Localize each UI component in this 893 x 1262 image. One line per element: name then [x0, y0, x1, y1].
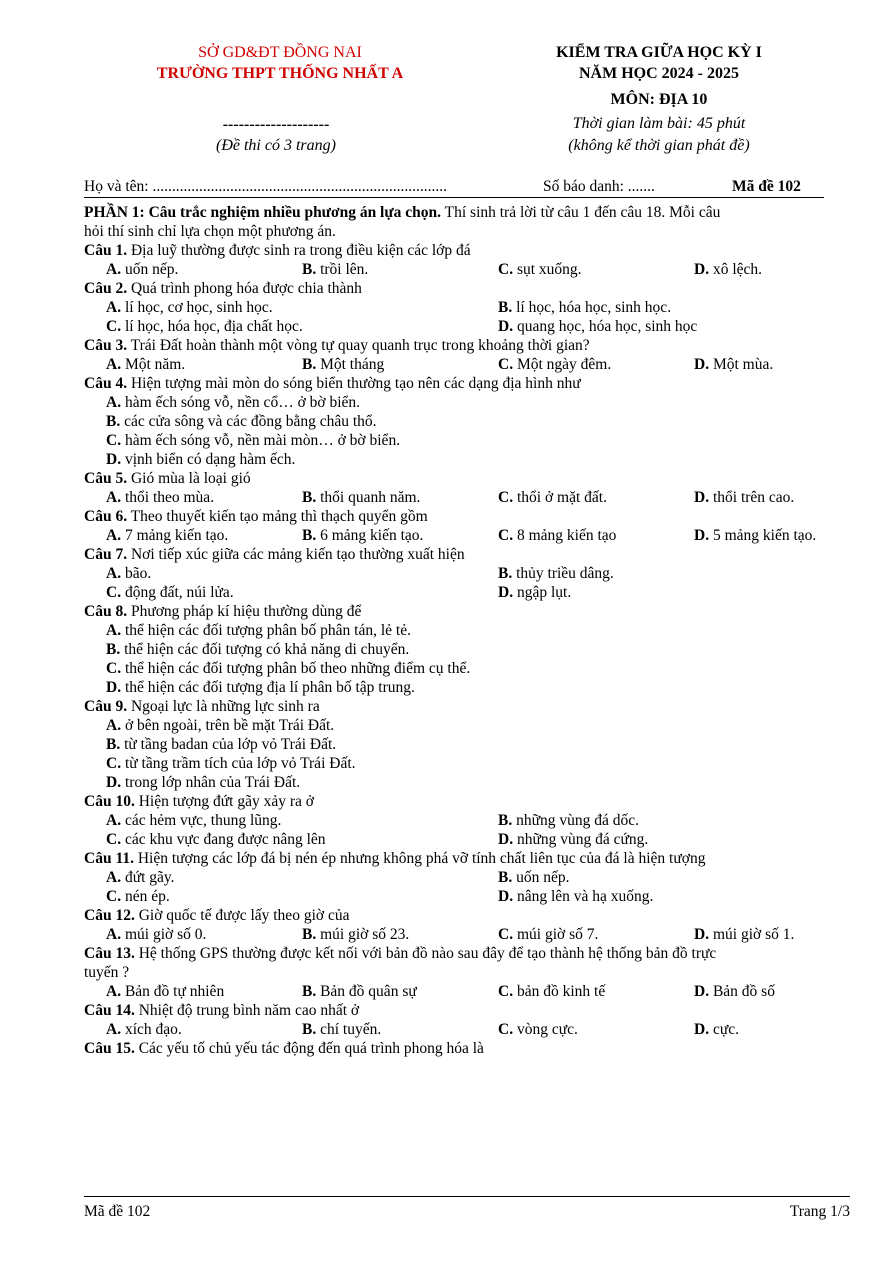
option-letter: D.: [498, 888, 514, 905]
option-letter: B.: [498, 812, 513, 829]
question-stem: [84, 697, 844, 716]
option-text: chí tuyến.: [320, 1021, 382, 1038]
option-letter: A.: [106, 812, 122, 829]
question-stem: [84, 1001, 844, 1020]
option-letter: D.: [694, 489, 710, 506]
option-text: hàm ếch sóng vỗ, nền cổ… ở bờ biển.: [124, 394, 361, 411]
options-row: [84, 830, 844, 849]
answer-option[interactable]: [498, 526, 616, 545]
option-letter: C.: [498, 926, 514, 943]
answer-option[interactable]: [498, 982, 605, 1001]
answer-option[interactable]: [106, 887, 170, 906]
exam-code: Mã đề 102: [732, 178, 801, 195]
question-list: [84, 241, 844, 1058]
answer-option[interactable]: [694, 355, 773, 374]
department-name: SỞ GD&ĐT ĐỒNG NAI: [198, 44, 362, 61]
option-text: múi giờ số 7.: [516, 926, 599, 943]
option-text: 8 mảng kiến tạo: [516, 527, 617, 544]
option-text: hàm ếch sóng vỗ, nền mài mòn… ở bờ biển.: [124, 432, 401, 449]
question-text: Hiện tượng các lớp đá bị nén ép nhưng không phá vỡ tính chất liên tục của đá là hiện tượng: [133, 850, 706, 867]
option-text: uốn nếp.: [516, 869, 570, 886]
school-name: TRƯỜNG THPT THỐNG NHẤT A: [156, 65, 404, 82]
question-text: Quá trình phong hóa được chia thành: [127, 280, 362, 297]
answer-option[interactable]: [106, 564, 151, 583]
question-stem: [84, 336, 844, 355]
option-letter: C.: [498, 356, 514, 373]
option-letter: D.: [106, 451, 122, 468]
options-row: [84, 1020, 844, 1039]
option-letter: D.: [498, 584, 514, 601]
option-letter: C.: [498, 261, 514, 278]
options-row: [84, 355, 844, 374]
option-letter: A.: [106, 926, 122, 943]
question-label: Câu 3.: [84, 337, 128, 354]
answer-option[interactable]: [498, 355, 611, 374]
answer-option[interactable]: [498, 830, 648, 849]
answer-option[interactable]: [106, 716, 844, 735]
question: [84, 1001, 844, 1039]
question: [84, 697, 844, 792]
school-year: NĂM HỌC 2024 - 2025: [579, 65, 739, 82]
option-letter: B.: [106, 413, 121, 430]
option-text: vịnh biển có dạng hàm ếch.: [124, 451, 296, 468]
question-stem: [84, 906, 844, 925]
answer-option[interactable]: [694, 488, 794, 507]
option-letter: B.: [302, 261, 317, 278]
question-text: Nơi tiếp xúc giữa các mảng kiến tạo thường xuất hiện: [127, 546, 465, 563]
question: [84, 469, 844, 507]
options-row: [84, 488, 844, 507]
option-text: Một năm.: [124, 356, 186, 373]
question-label: Câu 1.: [84, 242, 128, 259]
part-intro: [84, 203, 844, 222]
answer-option[interactable]: [498, 868, 569, 887]
option-letter: D.: [694, 983, 710, 1000]
option-letter: A.: [106, 489, 122, 506]
option-text: động đất, núi lửa.: [124, 584, 234, 601]
question: [84, 336, 844, 374]
answer-option[interactable]: [106, 450, 844, 469]
option-letter: A.: [106, 394, 122, 411]
options-row: [84, 564, 844, 583]
answer-option[interactable]: [498, 811, 639, 830]
option-text: cực.: [712, 1021, 739, 1038]
answer-option[interactable]: [106, 1020, 182, 1039]
option-text: Bản đồ quân sự: [320, 983, 417, 1000]
option-text: vòng cực.: [516, 1021, 578, 1038]
answer-option[interactable]: [694, 982, 775, 1001]
option-letter: A.: [106, 717, 122, 734]
option-letter: D.: [694, 261, 710, 278]
question-stem: [84, 1039, 844, 1058]
answer-option[interactable]: [694, 526, 816, 545]
answer-option[interactable]: [498, 564, 614, 583]
option-text: 7 mảng kiến tạo.: [124, 527, 229, 544]
answer-option[interactable]: [498, 260, 582, 279]
question: [84, 241, 844, 279]
option-letter: A.: [106, 983, 122, 1000]
option-text: xích đạo.: [124, 1021, 182, 1038]
answer-option[interactable]: [498, 298, 671, 317]
option-letter: C.: [498, 489, 514, 506]
options-row: [84, 868, 844, 887]
option-letter: C.: [106, 755, 122, 772]
answer-option[interactable]: [106, 754, 844, 773]
question-label: Câu 7.: [84, 546, 128, 563]
question-stem: [84, 374, 844, 393]
question-label: Câu 11.: [84, 850, 134, 867]
option-letter: D.: [106, 774, 122, 791]
question-label: Câu 6.: [84, 508, 128, 525]
answer-option[interactable]: [498, 488, 607, 507]
option-text: 5 mảng kiến tạo.: [712, 527, 817, 544]
option-letter: A.: [106, 565, 122, 582]
exam-content: [84, 203, 844, 1058]
option-text: thổi trên cao.: [712, 489, 795, 506]
option-letter: A.: [106, 527, 122, 544]
answer-option[interactable]: [498, 583, 571, 602]
question-label: Câu 14.: [84, 1002, 135, 1019]
option-text: thủy triều dâng.: [516, 565, 614, 582]
question-text: Theo thuyết kiến tạo mảng thì thạch quyển gồm: [127, 508, 428, 525]
options-row: [84, 298, 844, 317]
option-letter: C.: [106, 888, 122, 905]
option-letter: C.: [498, 527, 514, 544]
answer-option[interactable]: [498, 887, 653, 906]
option-letter: A.: [106, 356, 122, 373]
question-label: Câu 4.: [84, 375, 128, 392]
option-text: lí học, hóa học, sinh học.: [516, 299, 672, 316]
question: [84, 849, 844, 906]
answer-option[interactable]: [106, 811, 281, 830]
option-text: thể hiện các đối tượng phân bố phân tán, lẻ tẻ.: [124, 622, 411, 639]
question-text: Hiện tượng mài mòn do sóng biển thường tạo nên các dạng địa hình như: [127, 375, 581, 392]
question: [84, 545, 844, 602]
option-letter: C.: [106, 318, 122, 335]
option-text: lí học, cơ học, sinh học.: [124, 299, 273, 316]
answer-option[interactable]: [302, 355, 384, 374]
answer-option[interactable]: [106, 260, 178, 279]
options-row: [84, 887, 844, 906]
options-row: [84, 583, 844, 602]
option-text: xô lệch.: [712, 261, 763, 278]
option-text: uốn nếp.: [124, 261, 179, 278]
answer-option[interactable]: [106, 298, 273, 317]
subject: MÔN: ĐỊA 10: [610, 91, 708, 108]
option-text: quang học, hóa học, sinh học: [516, 318, 698, 335]
question-stem: [84, 507, 844, 526]
option-text: thổi theo mùa.: [124, 489, 215, 506]
option-text: ở bên ngoài, trên bề mặt Trái Đất.: [124, 717, 335, 734]
answer-option[interactable]: [498, 1020, 578, 1039]
answer-option[interactable]: [498, 925, 598, 944]
option-text: trồi lên.: [320, 261, 369, 278]
question-stem: [84, 602, 844, 621]
question: [84, 906, 844, 944]
question-text: Hiện tượng đứt gãy xảy ra ở: [134, 793, 314, 810]
option-letter: B.: [498, 869, 513, 886]
question-stem: [84, 792, 844, 811]
answer-option[interactable]: [106, 830, 326, 849]
page-count-note: (Đề thi có 3 trang): [216, 137, 336, 154]
option-letter: B.: [302, 527, 317, 544]
question-stem: [84, 545, 844, 564]
options-row: [84, 925, 844, 944]
answer-option[interactable]: [302, 526, 423, 545]
exam-time-note: (không kể thời gian phát đề): [568, 137, 750, 154]
question-text: Các yếu tố chủ yếu tác động đến quá trình phong hóa là: [134, 1040, 484, 1057]
option-text: thể hiện các đối tượng có khả năng di chuyển.: [124, 641, 410, 658]
answer-option[interactable]: [498, 317, 697, 336]
question-stem: [84, 849, 844, 868]
question-text: Hệ thống GPS thường được kết nối với bản đồ nào sau đây để tạo thành hệ thống bản đồ trực: [134, 945, 717, 962]
option-text: bản đồ kinh tế: [516, 983, 606, 1000]
answer-option[interactable]: [106, 735, 844, 754]
student-name-field[interactable]: Họ và tên: ............................................................................: [84, 178, 447, 195]
answer-option[interactable]: [106, 640, 844, 659]
option-text: sụt xuống.: [516, 261, 582, 278]
option-letter: B.: [302, 926, 317, 943]
option-text: các khu vực đang được nâng lên: [124, 831, 326, 848]
option-text: những vùng đá cứng.: [516, 831, 649, 848]
option-text: thể hiện các đối tượng địa lí phân bố tập trung.: [124, 679, 415, 696]
option-letter: A.: [106, 299, 122, 316]
option-text: ngập lụt.: [516, 584, 572, 601]
answer-option[interactable]: [302, 488, 420, 507]
answer-option[interactable]: [106, 488, 214, 507]
question-text: Trái Đất hoàn thành một vòng tự quay quanh trục trong khoảng thời gian?: [127, 337, 590, 354]
question-text: Ngoại lực là những lực sinh ra: [127, 698, 320, 715]
option-letter: B.: [302, 356, 317, 373]
option-letter: B.: [106, 736, 121, 753]
answer-option[interactable]: [302, 982, 417, 1001]
option-text: thổi quanh năm.: [320, 489, 421, 506]
question-label: Câu 5.: [84, 470, 128, 487]
option-letter: D.: [106, 679, 122, 696]
answer-option[interactable]: [106, 526, 228, 545]
question-label: Câu 13.: [84, 945, 135, 962]
question-text: Phương pháp kí hiệu thường dùng để: [127, 603, 362, 620]
option-letter: B.: [498, 565, 513, 582]
option-text: từ tầng trầm tích của lớp vỏ Trái Đất.: [124, 755, 356, 772]
option-letter: B.: [302, 983, 317, 1000]
option-letter: B.: [498, 299, 513, 316]
option-text: thổi ở mặt đất.: [516, 489, 607, 506]
footer-exam-code: Mã đề 102: [84, 1203, 151, 1220]
answer-option[interactable]: [302, 925, 409, 944]
options-row: [84, 811, 844, 830]
question: [84, 374, 844, 469]
question-label: Câu 10.: [84, 793, 135, 810]
option-text: Một mùa.: [712, 356, 774, 373]
answer-option[interactable]: [694, 1020, 739, 1039]
option-text: bão.: [124, 565, 152, 582]
footer-page-number: Trang 1/3: [789, 1203, 850, 1220]
question: [84, 602, 844, 697]
header-dashes: --------------------: [222, 116, 330, 133]
question: [84, 1039, 844, 1058]
answer-option[interactable]: [106, 355, 185, 374]
question-text: Nhiệt độ trung bình năm cao nhất ở: [134, 1002, 360, 1019]
question-text: Địa luỹ thường được sinh ra trong điều kiện các lớp đá: [127, 242, 471, 259]
option-letter: C.: [106, 831, 122, 848]
option-text: Một tháng: [320, 356, 385, 373]
answer-option[interactable]: [302, 260, 368, 279]
option-text: thể hiện các đối tượng phân bố theo những điểm cụ thể.: [124, 660, 471, 677]
question-text: Giờ quốc tế được lấy theo giờ của: [134, 907, 350, 924]
option-text: Bản đồ tự nhiên: [124, 983, 225, 1000]
question-label: Câu 9.: [84, 698, 128, 715]
options-row: [84, 317, 844, 336]
option-letter: B.: [302, 489, 317, 506]
question-label: Câu 8.: [84, 603, 128, 620]
question-stem: [84, 241, 844, 260]
question: [84, 792, 844, 849]
answer-option[interactable]: [106, 393, 844, 412]
option-text: những vùng đá dốc.: [516, 812, 640, 829]
option-letter: C.: [498, 983, 514, 1000]
part-instruction-cont: hỏi thí sinh chỉ lựa chọn một phương án.: [84, 223, 336, 240]
option-letter: D.: [694, 527, 710, 544]
option-letter: D.: [694, 926, 710, 943]
exam-time: Thời gian làm bài: 45 phút: [572, 115, 746, 132]
answer-option[interactable]: [106, 678, 844, 697]
part-title: PHẦN 1: Câu trắc nghiệm nhiều phương án lựa chọn.: [84, 204, 442, 221]
question-stem: [84, 469, 844, 488]
option-text: 6 mảng kiến tạo.: [320, 527, 424, 544]
option-letter: D.: [498, 831, 514, 848]
option-letter: D.: [694, 356, 710, 373]
option-letter: C.: [106, 584, 122, 601]
option-text: từ tầng badan của lớp vỏ Trái Đất.: [124, 736, 337, 753]
option-text: trong lớp nhân của Trái Đất.: [124, 774, 301, 791]
answer-option[interactable]: [694, 925, 794, 944]
part-instruction: Thí sinh trả lời từ câu 1 đến câu 18. Mỗi câu: [441, 204, 721, 221]
answer-option[interactable]: [106, 868, 175, 887]
option-text: các hẻm vực, thung lũng.: [124, 812, 282, 829]
option-letter: C.: [106, 432, 122, 449]
answer-option[interactable]: [106, 317, 303, 336]
option-text: lí học, hóa học, địa chất học.: [124, 318, 303, 335]
option-letter: B.: [302, 1021, 317, 1038]
student-info-line: [84, 177, 824, 198]
option-text: đứt gãy.: [124, 869, 175, 886]
option-letter: D.: [498, 318, 514, 335]
option-letter: A.: [106, 1021, 122, 1038]
option-text: múi giờ số 23.: [320, 926, 410, 943]
question-text-cont: tuyến ?: [84, 964, 130, 981]
option-letter: B.: [106, 641, 121, 658]
options-row: [84, 260, 844, 279]
question-stem: [84, 944, 844, 963]
answer-option[interactable]: [106, 431, 844, 450]
student-number-field[interactable]: Số báo danh: .......: [543, 178, 655, 195]
answer-option[interactable]: [302, 1020, 381, 1039]
question: [84, 944, 844, 1001]
exam-title: KIỂM TRA GIỮA HỌC KỲ I: [556, 44, 762, 61]
answer-option[interactable]: [106, 412, 844, 431]
question-label: Câu 2.: [84, 280, 128, 297]
answer-option[interactable]: [106, 659, 844, 678]
answer-option[interactable]: [106, 982, 224, 1001]
question-label: Câu 15.: [84, 1040, 135, 1057]
answer-option[interactable]: [106, 773, 844, 792]
question: [84, 507, 844, 545]
option-text: múi giờ số 1.: [712, 926, 795, 943]
answer-option[interactable]: [694, 260, 762, 279]
answer-option[interactable]: [106, 621, 844, 640]
option-text: các cửa sông và các đồng bằng châu thổ.: [124, 413, 377, 430]
option-text: Bản đồ số: [712, 983, 775, 1000]
option-text: nén ép.: [124, 888, 170, 905]
options-row: [84, 526, 844, 545]
question-label: Câu 12.: [84, 907, 135, 924]
option-text: múi giờ số 0.: [124, 926, 207, 943]
option-letter: A.: [106, 869, 122, 886]
option-letter: C.: [498, 1021, 514, 1038]
options-row: [84, 982, 844, 1001]
option-letter: D.: [694, 1021, 710, 1038]
answer-option[interactable]: [106, 925, 206, 944]
option-text: Một ngày đêm.: [516, 356, 612, 373]
answer-option[interactable]: [106, 583, 234, 602]
option-letter: C.: [106, 660, 122, 677]
footer-divider: [84, 1196, 850, 1197]
option-text: nâng lên và hạ xuống.: [516, 888, 654, 905]
question-text: Gió mùa là loại gió: [127, 470, 251, 487]
question: [84, 279, 844, 336]
question-stem: [84, 279, 844, 298]
option-letter: A.: [106, 622, 122, 639]
option-letter: A.: [106, 261, 122, 278]
